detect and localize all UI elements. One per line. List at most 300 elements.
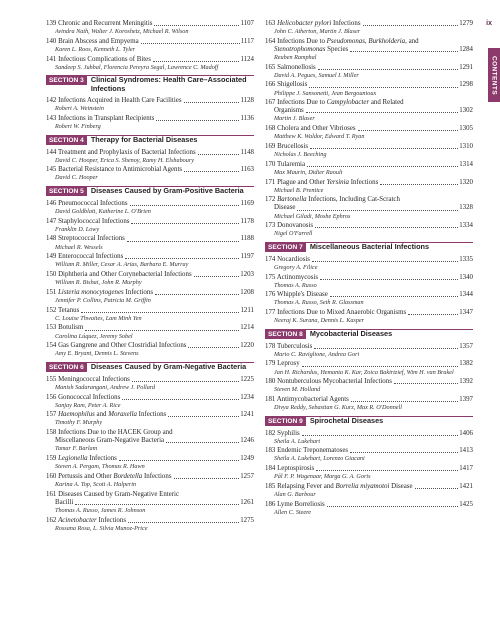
- chapter-heading: [46, 149, 196, 157]
- dot-leader: [315, 227, 458, 228]
- chapter-page-number: 1413: [459, 447, 473, 455]
- chapter-page-number: 1169: [240, 199, 254, 207]
- chapter-page-number: 1305: [459, 125, 473, 133]
- chapter-heading: [265, 430, 300, 438]
- chapter-page-number: 1310: [459, 142, 473, 150]
- chapter-authors: Neeraj K. Surana, Dennis L. Kasper: [274, 317, 365, 325]
- chapter-number: 174: [265, 255, 276, 263]
- chapter-title: Brain Abscess and Empyema: [58, 37, 139, 45]
- chapter-number: 163: [265, 20, 276, 27]
- chapter-page-number: 1211: [240, 306, 254, 314]
- chapter-number: 183: [265, 447, 276, 455]
- chapter-number: 166: [265, 81, 276, 89]
- chapter-title-line: [46, 253, 254, 261]
- chapter-authors: Timothy F. Murphy: [55, 419, 103, 427]
- chapter-page-number: 1178: [240, 217, 254, 225]
- chapter-number: 170: [265, 160, 276, 168]
- chapter-title-line: [265, 483, 473, 491]
- chapter-title: Bartonella Infections, Including Cat-Scratch: [277, 196, 400, 204]
- toc-right-column: [265, 20, 473, 519]
- chapter-title-line: [265, 465, 473, 473]
- chapter-heading: [265, 81, 307, 89]
- dot-leader: [297, 210, 458, 211]
- chapter-title: Infectious Complications of Bites: [58, 55, 151, 63]
- chapter-title-line: [46, 38, 254, 46]
- chapter-number: 178: [265, 342, 276, 350]
- chapter-number: 150: [46, 271, 57, 279]
- chapter-authors: Allen C. Steere: [274, 508, 312, 516]
- chapter-authors: David A. Pegues, Samuel I. Miller: [274, 71, 359, 79]
- chapter-heading: [265, 256, 310, 264]
- chapter-number: 142: [46, 97, 57, 105]
- dot-leader: [320, 279, 458, 280]
- toc-entry: [46, 394, 254, 410]
- chapter-heading: [265, 161, 305, 169]
- chapter-authors: Sheila A. Lukehart: [274, 437, 321, 445]
- toc-entry: [46, 342, 254, 358]
- toc-entry: [46, 307, 254, 323]
- chapter-title: Helicobacter pylori Infections: [277, 20, 361, 27]
- toc-entry: [46, 166, 254, 182]
- chapter-page-number: 1392: [459, 378, 473, 386]
- chapter-title-line: [46, 20, 254, 28]
- chapter-authors: Michael Giladi, Moshe Ephros: [274, 212, 351, 220]
- dot-leader: [415, 488, 459, 489]
- chapter-authors: Philippe J. Sansonetti, Jean Bergounioux: [274, 89, 377, 97]
- chapter-number: 186: [265, 500, 276, 508]
- chapter-title-line: [265, 343, 473, 351]
- chapter-page-number: 1203: [240, 271, 254, 279]
- chapter-number: 151: [46, 288, 57, 296]
- chapter-title: Infections Due to Campylobacter and Related: [277, 99, 404, 107]
- chapter-page-number: 1417: [459, 465, 473, 473]
- toc-entry: [265, 81, 473, 97]
- chapter-number: 182: [265, 429, 276, 437]
- chapter-heading: [46, 517, 126, 525]
- chapter-title-line: [46, 376, 254, 384]
- chapter-title-continued: Stenotrophomonas Species: [274, 45, 349, 53]
- section-number-badge: SECTION 9: [265, 417, 306, 426]
- chapter-authors: Sanjay Ram, Peter A. Rice: [55, 401, 121, 409]
- dot-leader: [154, 25, 239, 26]
- chapter-authors: Divya Reddy, Sebastian G. Kurz, Max R. O'Donnell: [274, 404, 402, 412]
- chapter-heading: [46, 97, 182, 105]
- chapter-number: 167: [265, 99, 276, 107]
- section-heading: [265, 329, 473, 339]
- section-number-badge: SECTION 6: [46, 363, 87, 372]
- chapter-title: Actinomycosis: [276, 273, 319, 281]
- chapter-heading: [265, 143, 308, 151]
- toc-entry: [46, 429, 254, 453]
- chapter-heading: [46, 324, 83, 332]
- toc-entry: [265, 179, 473, 195]
- chapter-title: Leptospirosis: [277, 465, 315, 473]
- chapter-number: 184: [265, 465, 276, 473]
- chapter-title-line: [265, 161, 473, 169]
- dot-leader: [132, 381, 239, 382]
- dot-leader: [358, 130, 459, 131]
- chapter-number: 139: [46, 20, 57, 27]
- chapter-title-line: [265, 99, 473, 107]
- dot-leader: [174, 478, 240, 479]
- toc-entry: [46, 235, 254, 251]
- chapter-heading: [265, 501, 325, 509]
- chapter-title: Bacterial Resistance to Antimicrobial Agents: [58, 166, 183, 174]
- chapter-authors: Thomas A. Russo, James R. Johnson: [55, 506, 146, 514]
- chapter-title-line: [46, 517, 254, 525]
- chapter-page-number: 1335: [459, 255, 473, 263]
- chapter-page-number: 1220: [240, 342, 254, 350]
- chapter-title-line: [265, 20, 473, 28]
- chapter-number: 172: [265, 196, 276, 204]
- toc-entry: [46, 200, 254, 216]
- chapter-title-line: [265, 38, 473, 46]
- chapter-authors: Alan G. Barbour: [274, 491, 316, 499]
- chapter-number: 149: [46, 253, 57, 261]
- toc-entry: [265, 196, 473, 220]
- chapter-number: 160: [46, 472, 57, 480]
- chapter-title-line: [265, 125, 473, 133]
- chapter-number: 156: [46, 393, 57, 401]
- chapter-page-number: 1291: [459, 63, 473, 71]
- chapter-title-continued: Bacilli: [55, 498, 74, 506]
- dot-leader: [312, 261, 458, 262]
- chapter-title: Botulism: [58, 324, 84, 332]
- chapter-title-line: [265, 360, 473, 368]
- chapter-title-line: [46, 166, 254, 174]
- section-number-badge: SECTION 4: [46, 136, 87, 145]
- chapter-heading: [265, 343, 312, 351]
- chapter-number: 164: [265, 37, 276, 45]
- chapter-authors: Avindra Nath, Walter J. Koroshetz, Michael R. Wilson: [55, 28, 189, 36]
- dot-leader: [153, 61, 240, 62]
- chapter-authors: Steven A. Pergam, Thomas R. Hawn: [55, 463, 145, 471]
- chapter-page-number: 1421: [459, 482, 473, 490]
- chapter-title: Enterococcal Infections: [58, 253, 124, 261]
- dot-leader: [350, 452, 458, 453]
- toc-entry: [46, 455, 254, 471]
- chapter-page-number: 1249: [240, 455, 254, 463]
- chapter-heading: [46, 235, 125, 243]
- section-heading: [46, 135, 254, 145]
- chapter-number: 175: [265, 273, 276, 281]
- chapter-title: Lyme Borreliosis: [277, 500, 325, 508]
- chapter-title-line: [265, 64, 473, 72]
- chapter-heading: [265, 360, 300, 368]
- chapter-heading: [46, 218, 129, 226]
- dot-leader: [156, 120, 239, 121]
- dot-leader: [119, 460, 239, 461]
- chapter-page-number: 1148: [240, 148, 254, 156]
- section-title: Miscellaneous Bacterial Infections: [309, 241, 430, 251]
- chapter-title: Nocardiosis: [277, 255, 310, 263]
- chapter-authors: John C. Atherton, Martin J. Blaser: [274, 28, 361, 36]
- chapter-title-line: [46, 455, 254, 463]
- toc-entry: [265, 256, 473, 272]
- chapter-number: 176: [265, 291, 276, 299]
- toc-entry: [46, 218, 254, 234]
- chapter-title-line: [265, 309, 473, 317]
- dot-leader: [351, 401, 458, 402]
- dot-leader: [316, 470, 458, 471]
- chapter-number: 177: [265, 309, 276, 317]
- chapter-title-line: [46, 235, 254, 243]
- chapter-authors: David C. Hooper, Erica S. Shenoy, Ramy H. Elshaboury: [55, 156, 195, 164]
- toc-entry: [265, 222, 473, 238]
- chapter-title: Leprosy: [277, 360, 300, 368]
- toc-entry: [46, 491, 254, 515]
- toc-entry: [46, 20, 254, 36]
- chapter-page-number: 1275: [240, 516, 254, 524]
- chapter-number: 159: [46, 455, 57, 463]
- chapter-title: Meningococcal Infections: [58, 375, 130, 383]
- chapter-authors: Pål F. P. Wagenaar, Marga G. A. Goris: [274, 473, 371, 481]
- chapter-page-number: 1320: [459, 178, 473, 186]
- chapter-number: 171: [265, 178, 276, 186]
- toc-entry: [265, 501, 473, 517]
- chapter-authors: Jennifer P. Collins, Patricia M. Griffin: [55, 296, 151, 304]
- chapter-number: 145: [46, 166, 57, 174]
- chapter-title-line: [46, 97, 254, 105]
- chapter-authors: Martin J. Blaser: [274, 115, 315, 123]
- chapter-page-number: 1425: [459, 500, 473, 508]
- toc-entry: [265, 38, 473, 62]
- chapter-number: 181: [265, 396, 276, 404]
- chapter-title-line: [46, 437, 254, 445]
- section-title: Therapy for Bacterial Diseases: [90, 134, 198, 144]
- chapter-authors: Nicholas J. Beeching: [274, 151, 327, 159]
- chapter-authors: Matthew K. Waldor, Edward T. Ryan: [274, 133, 365, 141]
- chapter-heading: [265, 291, 328, 299]
- chapter-title-line: [265, 46, 473, 54]
- chapter-title-line: [265, 107, 473, 115]
- chapter-number: 161: [46, 490, 57, 498]
- chapter-authors: Robert A. Weinstein: [55, 105, 104, 113]
- chapter-title: Relapsing Fever and Borrelia miyamotoi Disease: [277, 482, 413, 490]
- chapter-number: 173: [265, 222, 276, 230]
- chapter-authors: David Goldblatt, Katherine L. O'Brien: [55, 207, 151, 215]
- chapter-page-number: 1136: [240, 115, 254, 123]
- chapter-page-number: 1117: [240, 37, 254, 45]
- chapter-page-number: 1128: [240, 97, 254, 105]
- chapter-title: Endemic Treponematoses: [277, 447, 349, 455]
- dot-leader: [307, 166, 458, 167]
- chapter-title: Infections Due to Mixed Anaerobic Organisms: [277, 309, 407, 317]
- chapter-title-line: [46, 429, 254, 437]
- chapter-authors: C. Louise Thwaites, Lam Minh Yen: [55, 314, 142, 322]
- chapter-title: Antimycobacterial Agents: [276, 396, 349, 404]
- toc-entry: [265, 396, 473, 412]
- chapter-title: Treatment and Prophylaxis of Bacterial Infections: [57, 148, 196, 156]
- chapter-heading: [46, 342, 186, 350]
- chapter-page-number: 1241: [240, 411, 254, 419]
- chapter-number: 179: [265, 360, 276, 368]
- chapter-authors: Mario C. Raviglione, Andrea Gori: [274, 350, 360, 358]
- chapter-title: Listeria monocytogenes Infections: [58, 288, 154, 296]
- section-number-badge: SECTION 7: [265, 243, 306, 252]
- chapter-title: Infections Due to Pseudomonas, Burkholderia, and: [277, 37, 419, 45]
- chapter-title-line: [46, 56, 254, 64]
- toc-entry: [46, 56, 254, 72]
- chapter-authors: William R. Bishai, John R. Murphy: [55, 279, 142, 287]
- chapter-number: 148: [46, 235, 57, 243]
- chapter-heading: [46, 411, 166, 419]
- chapter-title: Tetanus: [57, 306, 80, 314]
- chapter-page-number: 1328: [459, 204, 473, 212]
- toc-entry: [265, 125, 473, 141]
- chapter-page-number: 1107: [240, 20, 254, 27]
- chapter-authors: Jan H. Richardus, Hemanta K. Kar, Zoica Bakirtzief, Wim H. van Brakel: [274, 368, 454, 376]
- chapter-number: 144: [46, 148, 57, 156]
- chapter-page-number: 1397: [459, 396, 473, 404]
- chapter-number: 165: [265, 63, 276, 71]
- toc-entry: [46, 97, 254, 113]
- chapter-heading: [265, 465, 314, 473]
- page-number: ix: [486, 20, 492, 27]
- section-heading: [46, 362, 254, 372]
- dot-leader: [302, 366, 459, 367]
- chapter-authors: Reuben Ramphal: [274, 53, 317, 61]
- chapter-authors: David C. Hooper: [55, 174, 98, 182]
- section-title: Diseases Caused by Gram-Positive Bacteria: [90, 185, 244, 195]
- chapter-title-line: [265, 396, 473, 404]
- chapter-title: Gas Gangrene and Other Clostridial Infections: [58, 342, 187, 350]
- chapter-title-line: [46, 115, 254, 123]
- chapter-title: Brucellosis: [277, 142, 309, 150]
- dot-leader: [309, 87, 458, 88]
- dot-leader: [125, 258, 239, 259]
- chapter-title-line: [46, 324, 254, 332]
- dot-leader: [394, 383, 458, 384]
- chapter-title-line: [265, 501, 473, 509]
- chapter-title-line: [46, 394, 254, 402]
- chapter-page-number: 1279: [459, 20, 473, 27]
- contents-side-tab: [488, 48, 500, 102]
- chapter-title: Donovanosis: [277, 222, 314, 230]
- toc-entry: [265, 20, 473, 36]
- chapter-page-number: 1298: [459, 81, 473, 89]
- chapter-heading: [265, 64, 316, 72]
- chapter-title-line: [46, 473, 254, 481]
- chapter-heading: [46, 20, 152, 28]
- chapter-page-number: 1347: [459, 309, 473, 317]
- toc-entry: [265, 99, 473, 123]
- chapter-page-number: 1197: [240, 253, 254, 261]
- chapter-heading: [265, 396, 349, 404]
- dot-leader: [155, 294, 239, 295]
- section-number-badge: SECTION 8: [265, 330, 306, 339]
- toc-entry: [265, 291, 473, 307]
- chapter-title-line: [265, 179, 473, 187]
- dot-leader: [306, 112, 458, 113]
- chapter-number: 180: [265, 378, 276, 386]
- toc-entry: [265, 447, 473, 463]
- toc-entry: [265, 343, 473, 359]
- chapter-heading: [265, 378, 392, 386]
- chapter-title-continued: Disease: [274, 204, 296, 212]
- chapter-title-line: [265, 274, 473, 282]
- toc-entry: [46, 271, 254, 287]
- chapter-title-line: [265, 378, 473, 386]
- chapter-heading: [46, 455, 117, 463]
- chapter-page-number: 1257: [240, 472, 254, 480]
- toc-entry: [265, 483, 473, 499]
- chapter-title: Haemophilus and Moraxella Infections: [58, 411, 167, 419]
- chapter-heading: [46, 56, 151, 64]
- toc-entry: [265, 274, 473, 290]
- toc-entry: [46, 149, 254, 165]
- chapter-title-line: [265, 447, 473, 455]
- chapter-heading: [46, 166, 182, 174]
- chapter-number: 158: [46, 429, 57, 437]
- section-title: Clinical Syndromes: Health Care–Associated Infections: [90, 75, 247, 93]
- chapter-title: Shigellosis: [277, 81, 308, 89]
- chapter-authors: Max Maurin, Didier Raoult: [274, 168, 343, 176]
- chapter-number: 146: [46, 199, 57, 207]
- toc-entry: [46, 473, 254, 489]
- section-heading: [46, 186, 254, 196]
- chapter-number: 185: [265, 482, 276, 490]
- chapter-title-line: [46, 200, 254, 208]
- toc-entry: [46, 324, 254, 340]
- dot-leader: [314, 348, 458, 349]
- dot-leader: [122, 399, 239, 400]
- toc-entry: [265, 465, 473, 481]
- chapter-heading: [265, 179, 378, 187]
- chapter-authors: Manish Sadarangani, Andrew J. Pollard: [55, 383, 156, 391]
- chapter-title-line: [265, 196, 473, 204]
- chapter-authors: Robert W. Finberg: [55, 123, 101, 131]
- chapter-heading: [46, 271, 192, 279]
- chapter-page-number: 1357: [459, 342, 473, 350]
- dot-leader: [330, 296, 458, 297]
- chapter-heading: [265, 222, 313, 230]
- chapter-title-line: [46, 307, 254, 315]
- chapter-number: 147: [46, 217, 57, 225]
- chapter-title-line: [46, 149, 254, 157]
- toc-entry: [46, 376, 254, 392]
- chapter-title: Pertussis and Other Bordetella Infections: [58, 472, 172, 480]
- chapter-authors: Carolina Lúquez, Jeremy Sobel: [55, 332, 133, 340]
- dot-leader: [363, 25, 459, 26]
- chapter-title: Tuberculosis: [276, 342, 313, 350]
- toc-entry: [46, 411, 254, 427]
- dot-leader: [81, 312, 239, 313]
- chapter-number: 141: [46, 55, 57, 63]
- toc-entry: [265, 360, 473, 376]
- chapter-page-number: 1314: [459, 160, 473, 168]
- chapter-title-line: [46, 411, 254, 419]
- chapter-authors: Nigel O'Farrell: [274, 230, 313, 238]
- dot-leader: [141, 43, 240, 44]
- toc-entry: [46, 253, 254, 269]
- chapter-title: Staphylococcal Infections: [58, 217, 130, 225]
- toc-entry: [265, 378, 473, 394]
- chapter-authors: Thomas A. Russo: [274, 281, 317, 289]
- chapter-authors: Sheila A. Lukehart, Lorenzo Giacani: [274, 455, 365, 463]
- toc-entry: [46, 115, 254, 131]
- chapter-number: 143: [46, 115, 57, 123]
- chapter-heading: [46, 38, 139, 46]
- dot-leader: [130, 205, 240, 206]
- chapter-number: 153: [46, 324, 57, 332]
- chapter-authors: Steven M. Holland: [274, 386, 321, 394]
- toc-left-column: [46, 20, 254, 534]
- chapter-title: Cholera and Other Vibrioses: [277, 125, 356, 133]
- dot-leader: [198, 154, 240, 155]
- toc-entry: [265, 161, 473, 177]
- section-number-badge: SECTION 3: [46, 76, 87, 85]
